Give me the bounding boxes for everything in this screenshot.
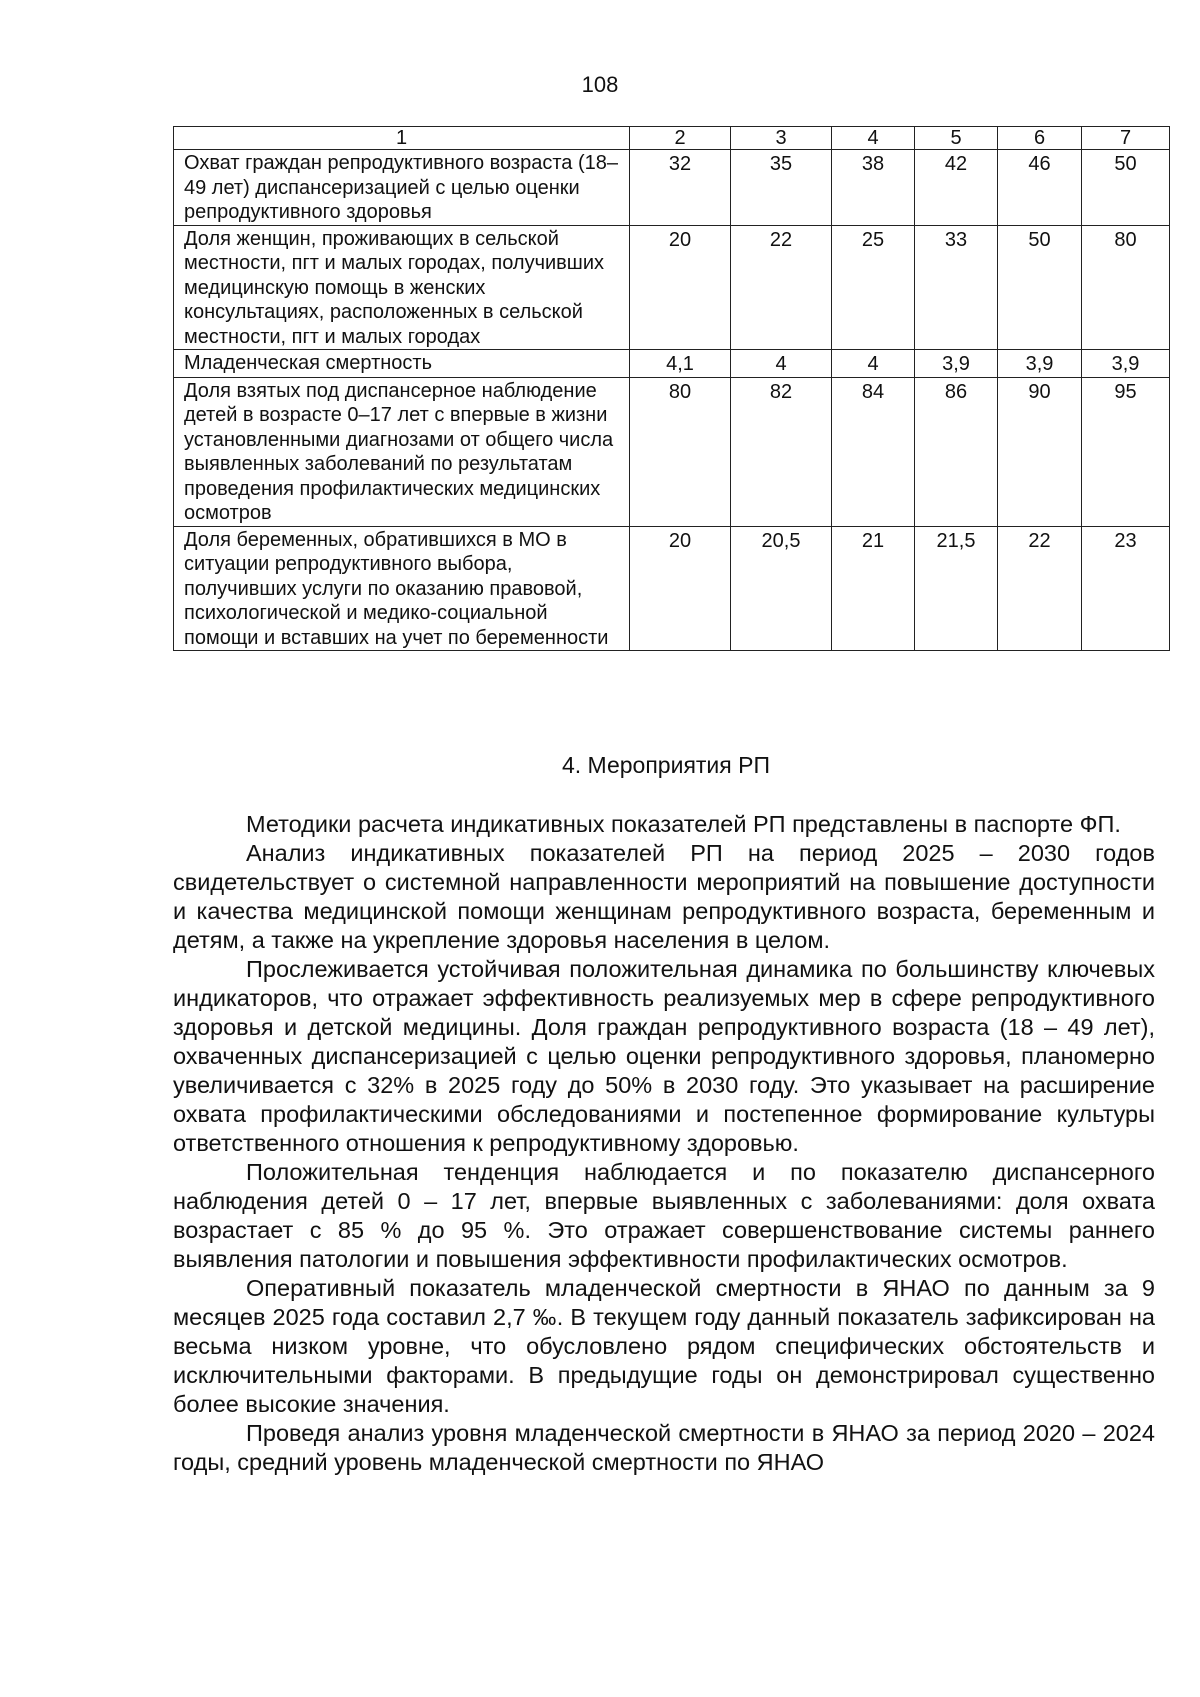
table-row xyxy=(174,526,1170,651)
column-header: 7 xyxy=(1082,127,1170,150)
indicator-value: 50 xyxy=(998,225,1082,350)
indicator-value: 38 xyxy=(832,150,915,226)
column-header: 2 xyxy=(630,127,731,150)
paragraph: Прослеживается устойчивая положительная динамика по большинству ключевых индикаторов, что отражает эффективность реализуемых мер в сфере репродуктивного здоровья и детской медицины. Доля граждан репродуктивного возраста (18 – 49 лет), охваченных диспансеризацией с целью оценки репродуктивного здоровья, планомерно увеличивается с 32% в 2025 году до 50% в 2030 году. Это указывает на расширение охвата профилактическими обследованиями и постепенное формирование культуры ответственного отношения к репродуктивному здоровью. xyxy=(173,956,1155,1156)
page-number: 108 xyxy=(581,72,619,97)
indicator-value: 22 xyxy=(731,225,832,350)
indicator-value: 35 xyxy=(731,150,832,226)
indicator-value: 4,1 xyxy=(630,350,731,378)
indicator-value: 22 xyxy=(998,526,1082,651)
indicator-value: 20 xyxy=(630,526,731,651)
indicator-value: 25 xyxy=(832,225,915,350)
table-header-row xyxy=(174,127,1170,150)
indicator-value: 4 xyxy=(731,350,832,378)
column-header: 5 xyxy=(915,127,998,150)
indicator-value: 4 xyxy=(832,350,915,378)
paragraph: Методики расчета индикативных показателей РП представлены в паспорте ФП. xyxy=(246,811,1121,837)
indicator-value: 82 xyxy=(731,377,832,526)
indicator-value: 3,9 xyxy=(915,350,998,378)
column-header: 6 xyxy=(998,127,1082,150)
paragraph: Положительная тенденция наблюдается и по показателю диспансерного наблюдения детей 0 – 17 лет, впервые выявленных с заболеваниями: доля охвата возрастает с 85 % до 95 %. Это отражает совершенствование системы раннего выявления патологии и повышения эффективности профилактических осмотров. xyxy=(173,1159,1155,1272)
indicator-value: 20,5 xyxy=(731,526,832,651)
body-text xyxy=(173,810,1155,1477)
indicator-value: 90 xyxy=(998,377,1082,526)
indicator-name: Доля взятых под диспансерное наблюдение детей в возрасте 0–17 лет с впервые в жизни установленными диагнозами от общего числа выявленных заболеваний по результатам проведения профилактических медицинских осмотров xyxy=(174,377,630,526)
table-row xyxy=(174,377,1170,526)
indicator-value: 23 xyxy=(1082,526,1170,651)
indicator-value: 50 xyxy=(1082,150,1170,226)
indicator-name: Охват граждан репродуктивного возраста (18–49 лет) диспансеризацией с целью оценки репродуктивного здоровья xyxy=(174,150,630,226)
column-header: 4 xyxy=(832,127,915,150)
paragraph: Анализ индикативных показателей РП на период 2025 – 2030 годов свидетельствует о системной направленности мероприятий на повышение доступности и качества медицинской помощи женщинам репродуктивного возраста, беременным и детям, а также на укрепление здоровья населения в целом. xyxy=(173,840,1155,953)
table-row xyxy=(174,150,1170,226)
indicator-name: Доля беременных, обратившихся в МО в ситуации репродуктивного выбора, получивших услуги по оказанию правовой, психологической и медико-социальной помощи и вставших на учет по беременности xyxy=(174,526,630,651)
indicator-value: 32 xyxy=(630,150,731,226)
column-header: 1 xyxy=(174,127,630,150)
indicator-value: 46 xyxy=(998,150,1082,226)
indicator-value: 80 xyxy=(1082,225,1170,350)
table-row xyxy=(174,350,1170,378)
indicator-name: Младенческая смертность xyxy=(174,350,630,378)
indicator-value: 21 xyxy=(832,526,915,651)
indicators-table xyxy=(173,126,1170,651)
indicator-value: 84 xyxy=(832,377,915,526)
paragraph: Оперативный показатель младенческой смертности в ЯНАО по данным за 9 месяцев 2025 года составил 2,7 ‰. В текущем году данный показатель зафиксирован на весьма низком уровне, что обусловлено рядом специфических обстоятельств и исключительными факторами. В предыдущие годы он демонстрировал существенно более высокие значения. xyxy=(173,1275,1155,1417)
section-heading: 4. Мероприятия РП xyxy=(561,752,770,778)
table-row xyxy=(174,225,1170,350)
indicator-value: 33 xyxy=(915,225,998,350)
indicator-value: 80 xyxy=(630,377,731,526)
indicator-name: Доля женщин, проживающих в сельской местности, пгт и малых городах, получивших медицинскую помощь в женских консультациях, расположенных в сельской местности, пгт и малых городах xyxy=(174,225,630,350)
paragraph: Проведя анализ уровня младенческой смертности в ЯНАО за период 2020 – 2024 годы, средний уровень младенческой смертности по ЯНАО xyxy=(173,1420,1155,1475)
indicator-value: 42 xyxy=(915,150,998,226)
indicator-value: 20 xyxy=(630,225,731,350)
indicator-value: 21,5 xyxy=(915,526,998,651)
indicator-value: 86 xyxy=(915,377,998,526)
indicator-value: 95 xyxy=(1082,377,1170,526)
indicator-value: 3,9 xyxy=(1082,350,1170,378)
indicator-value: 3,9 xyxy=(998,350,1082,378)
column-header: 3 xyxy=(731,127,832,150)
